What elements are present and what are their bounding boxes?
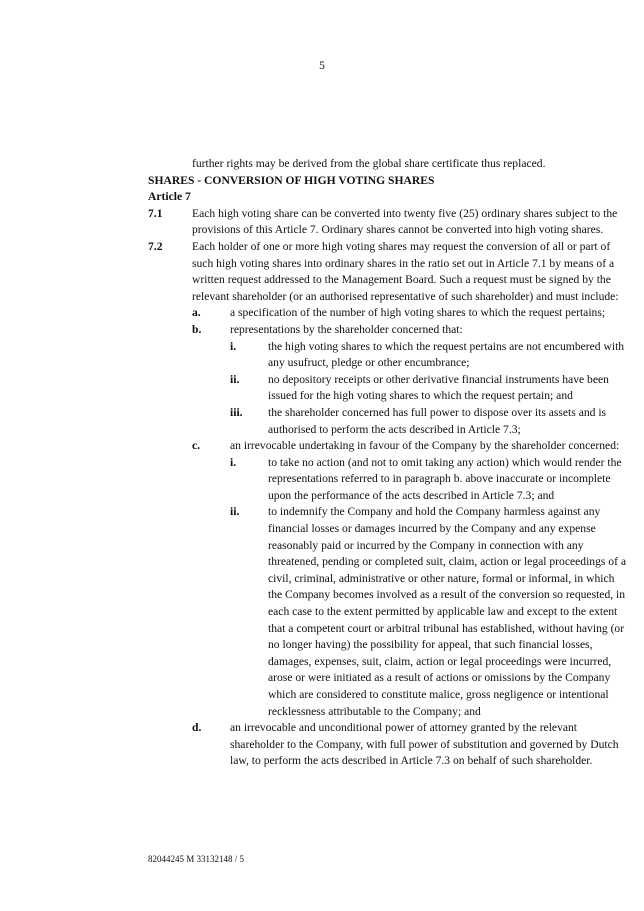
paragraph-text: Each high voting share can be converted into twenty five (25) ordinary shares subject to the provisions of this Article 7. Ordinary shares cannot be converted into high voting shares. (192, 206, 618, 237)
item-label: i. (230, 455, 237, 469)
item-text: no depository receipts or other derivative financial instruments have been issued for the high voting shares to which the request pertain; and (268, 372, 609, 403)
subparagraph-label: c. (192, 439, 201, 453)
subparagraph-text: representations by the shareholder concerned that: (230, 322, 463, 336)
paragraph-7-2 (148, 239, 628, 305)
item-c-ii (230, 504, 628, 720)
item-b-ii (230, 372, 628, 405)
paragraph-text: Each holder of one or more high voting shares may request the conversion of all or part of such high voting shares into ordinary shares in the ratio set out in Article 7.1 by means of a written request addressed to the Management Board. Such a request must be signed by the relevant shareholder (or an authorised representative of such shareholder) and must include: (192, 239, 619, 303)
item-label: iii. (230, 405, 243, 419)
subparagraph-b (192, 322, 628, 339)
subparagraph-a (192, 305, 628, 322)
subparagraph-label: a. (192, 306, 201, 320)
paragraph-label: 7.1 (148, 206, 163, 220)
item-c-i (230, 455, 628, 505)
item-label: i. (230, 339, 237, 353)
document-body (148, 156, 628, 770)
item-text: the high voting shares to which the request pertains are not encumbered with any usufruct, pledge or other encumbrance; (268, 339, 625, 370)
item-b-i (230, 339, 628, 372)
item-text: the shareholder concerned has full power to dispose over its assets and is authorised to perform the acts described in Article 7.3; (268, 405, 607, 436)
subparagraph-text: an irrevocable undertaking in favour of the Company by the shareholder concerned: (230, 439, 620, 453)
subparagraph-label: d. (192, 721, 202, 735)
item-text: to take no action (and not to omit taking any action) which would render the representations referred to in paragraph b. above inaccurate or incomplete upon the performance of the acts described in Article 7.3; and (268, 455, 622, 502)
paragraph-label: 7.2 (148, 239, 163, 253)
subparagraph-text: a specification of the number of high voting shares to which the request pertains; (230, 306, 606, 320)
subparagraph-d (192, 720, 628, 770)
paragraph-7-1 (148, 206, 628, 239)
continuation-text: further rights may be derived from the global share certificate thus replaced. (192, 157, 546, 170)
article-title: Article 7 (148, 190, 191, 204)
item-label: ii. (230, 505, 240, 519)
section-title: SHARES - CONVERSION OF HIGH VOTING SHARES (148, 173, 435, 187)
item-label: ii. (230, 372, 240, 386)
item-b-iii (230, 405, 628, 438)
subparagraph-c (192, 438, 628, 455)
subparagraph-label: b. (192, 322, 202, 336)
footer-reference: 82044245 M 33132148 / 5 (148, 854, 245, 864)
item-text: to indemnify the Company and hold the Company harmless against any financial losses or damages incurred by the Company and any expense reasonably paid or incurred by the Company in connection with any threatened, pending or completed suit, claim, action or legal proceedings of a civil, criminal, administrative or other nature, formal or informal, in which the Company becomes involved as a result of the conversion so requested, in each case to the extent permitted by applicable law and except to the extent that a competent court or arbitral tribunal has established, without having (or no longer having) the possibility for appeal, that such financial losses, damages, expenses, suit, claim, action or legal proceedings were incurred, arose or were initiated as a result of actions or omissions by the Company which are considered to constitute malice, gross negligence or intentional recklessness attributable to the Company; and (268, 505, 626, 718)
page-number: 5 (319, 59, 325, 72)
subparagraph-text: an irrevocable and unconditional power of attorney granted by the relevant shareholder to the Company, with full power of substitution and governed by Dutch law, to perform the acts described in Article 7.3 on behalf of such shareholder. (230, 721, 619, 768)
